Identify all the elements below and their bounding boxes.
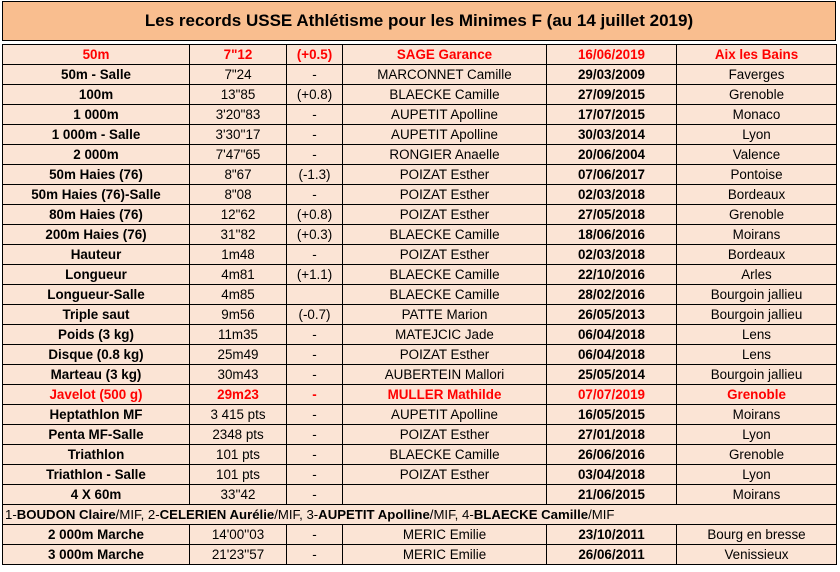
cell-event: 50m — [3, 45, 190, 65]
cell-place: Faverges — [677, 65, 837, 85]
cell-wind: - — [287, 445, 343, 465]
cell-date: 17/07/2015 — [547, 105, 677, 125]
cell-event: 3 000m Marche — [3, 545, 190, 565]
cell-date: 07/07/2019 — [547, 385, 677, 405]
cell-athlete: AUPETIT Apolline — [343, 105, 547, 125]
cell-perf: 101 pts — [190, 465, 287, 485]
cell-place: Bourgoin jallieu — [677, 285, 837, 305]
cell-place: Valence — [677, 145, 837, 165]
cell-event: 200m Haies (76) — [3, 225, 190, 245]
cell-date: 26/06/2011 — [547, 545, 677, 565]
cell-athlete: POIZAT Esther — [343, 465, 547, 485]
relay-member-name: AUPETIT Apolline — [318, 507, 430, 522]
cell-event: Triathlon - Salle — [3, 465, 190, 485]
cell-event: 50m Haies (76)-Salle — [3, 185, 190, 205]
cell-place: Pontoise — [677, 165, 837, 185]
cell-place: Moirans — [677, 405, 837, 425]
cell-athlete: POIZAT Esther — [343, 345, 547, 365]
cell-place: Lens — [677, 325, 837, 345]
cell-date: 07/06/2017 — [547, 165, 677, 185]
cell-wind: (+0.8) — [287, 85, 343, 105]
cell-perf: 8"67 — [190, 165, 287, 185]
relay-member-club: /MIF, — [429, 507, 463, 522]
cell-event: Heptathlon MF — [3, 405, 190, 425]
table-row — [3, 245, 837, 265]
table-row — [3, 65, 837, 85]
cell-event: Disque (0.8 kg) — [3, 345, 190, 365]
cell-event: 100m — [3, 85, 190, 105]
table-row — [3, 125, 837, 145]
cell-perf: 31''82 — [190, 225, 287, 245]
cell-date: 25/05/2014 — [547, 365, 677, 385]
cell-event: 4 X 60m — [3, 485, 190, 505]
cell-event: Poids (3 kg) — [3, 325, 190, 345]
cell-perf: 11m35 — [190, 325, 287, 345]
cell-place: Bourg en bresse — [677, 525, 837, 545]
cell-perf: 7"24 — [190, 65, 287, 85]
cell-place: Moirans — [677, 485, 837, 505]
cell-wind: - — [287, 545, 343, 565]
cell-athlete: BLAECKE Camille — [343, 85, 547, 105]
relay-member-prefix: 2- — [147, 507, 160, 522]
cell-athlete: POIZAT Esther — [343, 185, 547, 205]
cell-place: Bordeaux — [677, 245, 837, 265]
cell-wind: - — [287, 345, 343, 365]
cell-athlete: POIZAT Esther — [343, 425, 547, 445]
cell-date: 26/06/2016 — [547, 445, 677, 465]
cell-athlete: BLAECKE Camille — [343, 445, 547, 465]
table-row — [3, 45, 837, 65]
cell-date: 06/04/2018 — [547, 345, 677, 365]
cell-place: Arles — [677, 265, 837, 285]
table-row — [3, 85, 837, 105]
cell-date: 27/05/2018 — [547, 205, 677, 225]
cell-perf: 25m49 — [190, 345, 287, 365]
cell-date: 28/02/2016 — [547, 285, 677, 305]
cell-date: 22/10/2016 — [547, 265, 677, 285]
cell-event: 50m - Salle — [3, 65, 190, 85]
cell-event: Triple saut — [3, 305, 190, 325]
cell-place: Bourgoin jallieu — [677, 305, 837, 325]
cell-perf: 14'00''03 — [190, 525, 287, 545]
cell-athlete: SAGE Garance — [343, 45, 547, 65]
cell-perf: 2348 pts — [190, 425, 287, 445]
cell-event: 2 000m — [3, 145, 190, 165]
table-row — [3, 365, 837, 385]
cell-wind: - — [287, 365, 343, 385]
relay-member-prefix: 3- — [306, 507, 319, 522]
cell-athlete: AUPETIT Apolline — [343, 125, 547, 145]
cell-event: Hauteur — [3, 245, 190, 265]
cell-perf: 8"08 — [190, 185, 287, 205]
cell-place: Grenoble — [677, 205, 837, 225]
table-row — [3, 445, 837, 465]
cell-wind: (+0.3) — [287, 225, 343, 245]
cell-place: Lyon — [677, 125, 837, 145]
relay-member-prefix: 1- — [5, 507, 17, 522]
records-table — [2, 44, 837, 565]
cell-place: Grenoble — [677, 85, 837, 105]
cell-wind: - — [287, 425, 343, 445]
records-sheet — [2, 1, 836, 565]
table-row — [3, 325, 837, 345]
cell-wind: - — [287, 325, 343, 345]
cell-athlete: MERIC Emilie — [343, 525, 547, 545]
cell-event: 80m Haies (76) — [3, 205, 190, 225]
cell-wind: (-0.7) — [287, 305, 343, 325]
cell-athlete: RONGIER Anaelle — [343, 145, 547, 165]
cell-wind: (+0.8) — [287, 205, 343, 225]
cell-wind: - — [287, 125, 343, 145]
cell-athlete: AUBERTEIN Mallori — [343, 365, 547, 385]
page-title: Les records USSE Athlétisme pour les Minimes F (au 14 juillet 2019) — [2, 1, 836, 41]
cell-athlete: MULLER Mathilde — [343, 385, 547, 405]
cell-wind: - — [287, 185, 343, 205]
cell-wind: - — [287, 525, 343, 545]
table-row — [3, 345, 837, 365]
cell-wind: - — [287, 245, 343, 265]
table-row — [3, 165, 837, 185]
cell-date: 16/05/2015 — [547, 405, 677, 425]
cell-place: Lyon — [677, 425, 837, 445]
cell-date: 16/06/2019 — [547, 45, 677, 65]
cell-date: 03/04/2018 — [547, 465, 677, 485]
table-row — [3, 205, 837, 225]
cell-perf: 33''42 — [190, 485, 287, 505]
cell-wind: (-1.3) — [287, 165, 343, 185]
cell-place: Grenoble — [677, 385, 837, 405]
cell-athlete: POIZAT Esther — [343, 205, 547, 225]
cell-wind: (+0.5) — [287, 45, 343, 65]
cell-athlete: POIZAT Esther — [343, 245, 547, 265]
cell-perf: 4m81 — [190, 265, 287, 285]
cell-date: 27/01/2018 — [547, 425, 677, 445]
cell-perf: 9m56 — [190, 305, 287, 325]
cell-athlete: BLAECKE Camille — [343, 225, 547, 245]
table-row — [3, 225, 837, 245]
table-row — [3, 545, 837, 565]
cell-place: Monaco — [677, 105, 837, 125]
cell-athlete: AUPETIT Apolline — [343, 405, 547, 425]
cell-date: 02/03/2018 — [547, 245, 677, 265]
cell-event: 50m Haies (76) — [3, 165, 190, 185]
table-row — [3, 285, 837, 305]
cell-perf: 29m23 — [190, 385, 287, 405]
cell-wind: - — [287, 105, 343, 125]
cell-perf: 30m43 — [190, 365, 287, 385]
table-row — [3, 185, 837, 205]
cell-perf: 3'20"83 — [190, 105, 287, 125]
cell-athlete: MARCONNET Camille — [343, 65, 547, 85]
cell-date: 21/06/2015 — [547, 485, 677, 505]
cell-athlete: PATTE Marion — [343, 305, 547, 325]
relay-member-name: CELERIEN Aurélie — [159, 507, 275, 522]
cell-date: 27/09/2015 — [547, 85, 677, 105]
relay-team-row — [3, 505, 837, 525]
cell-perf: 7"12 — [190, 45, 287, 65]
records-table-body — [3, 45, 837, 565]
cell-place: Lyon — [677, 465, 837, 485]
cell-date: 18/06/2016 — [547, 225, 677, 245]
cell-wind: (+1.1) — [287, 265, 343, 285]
cell-date: 30/03/2014 — [547, 125, 677, 145]
cell-perf: 3 415 pts — [190, 405, 287, 425]
relay-member-club: /MIF, — [274, 507, 307, 522]
cell-date: 29/03/2009 — [547, 65, 677, 85]
cell-place: Lens — [677, 345, 837, 365]
table-row — [3, 105, 837, 125]
cell-perf: 3'30''17 — [190, 125, 287, 145]
cell-date: 06/04/2018 — [547, 325, 677, 345]
cell-wind — [287, 285, 343, 305]
cell-perf: 101 pts — [190, 445, 287, 465]
table-row — [3, 145, 837, 165]
cell-wind: - — [287, 145, 343, 165]
cell-date: 23/10/2011 — [547, 525, 677, 545]
cell-place: Bordeaux — [677, 185, 837, 205]
table-row — [3, 465, 837, 485]
cell-perf: 12"62 — [190, 205, 287, 225]
cell-perf: 21'23''57 — [190, 545, 287, 565]
cell-date: 26/05/2013 — [547, 305, 677, 325]
cell-athlete: BLAECKE Camille — [343, 285, 547, 305]
table-row — [3, 405, 837, 425]
cell-athlete: MERIC Emilie — [343, 545, 547, 565]
cell-event: 1 000m — [3, 105, 190, 125]
relay-team-cell — [3, 505, 837, 525]
relay-member-club: /MIF, — [115, 507, 148, 522]
relay-member-club: /MIF — [588, 507, 615, 522]
cell-event: 2 000m Marche — [3, 525, 190, 545]
cell-date: 02/03/2018 — [547, 185, 677, 205]
cell-athlete: MATEJCIC Jade — [343, 325, 547, 345]
cell-event: Javelot (500 g) — [3, 385, 190, 405]
cell-event: Longueur-Salle — [3, 285, 190, 305]
relay-member-name: BLAECKE Camille — [473, 507, 589, 522]
cell-perf: 4m85 — [190, 285, 287, 305]
cell-wind: - — [287, 465, 343, 485]
cell-athlete: POIZAT Esther — [343, 165, 547, 185]
cell-date: 20/06/2004 — [547, 145, 677, 165]
cell-place: Bourgoin jallieu — [677, 365, 837, 385]
cell-athlete — [343, 485, 547, 505]
table-row — [3, 265, 837, 285]
cell-place: Venissieux — [677, 545, 837, 565]
relay-member-name: BOUDON Claire — [16, 507, 116, 522]
cell-perf: 1m48 — [190, 245, 287, 265]
relay-member-prefix: 4- — [462, 507, 474, 522]
cell-wind: - — [287, 65, 343, 85]
table-row — [3, 385, 837, 405]
cell-perf: 7'47"65 — [190, 145, 287, 165]
cell-athlete: BLAECKE Camille — [343, 265, 547, 285]
cell-wind: - — [287, 485, 343, 505]
cell-place: Moirans — [677, 225, 837, 245]
cell-event: Triathlon — [3, 445, 190, 465]
cell-wind: - — [287, 405, 343, 425]
cell-event: Penta MF-Salle — [3, 425, 190, 445]
cell-wind: - — [287, 385, 343, 405]
cell-place: Aix les Bains — [677, 45, 837, 65]
table-row — [3, 525, 837, 545]
cell-place: Grenoble — [677, 445, 837, 465]
cell-event: 1 000m - Salle — [3, 125, 190, 145]
cell-event: Longueur — [3, 265, 190, 285]
table-row — [3, 305, 837, 325]
table-row — [3, 485, 837, 505]
cell-event: Marteau (3 kg) — [3, 365, 190, 385]
cell-perf: 13"85 — [190, 85, 287, 105]
table-row — [3, 425, 837, 445]
